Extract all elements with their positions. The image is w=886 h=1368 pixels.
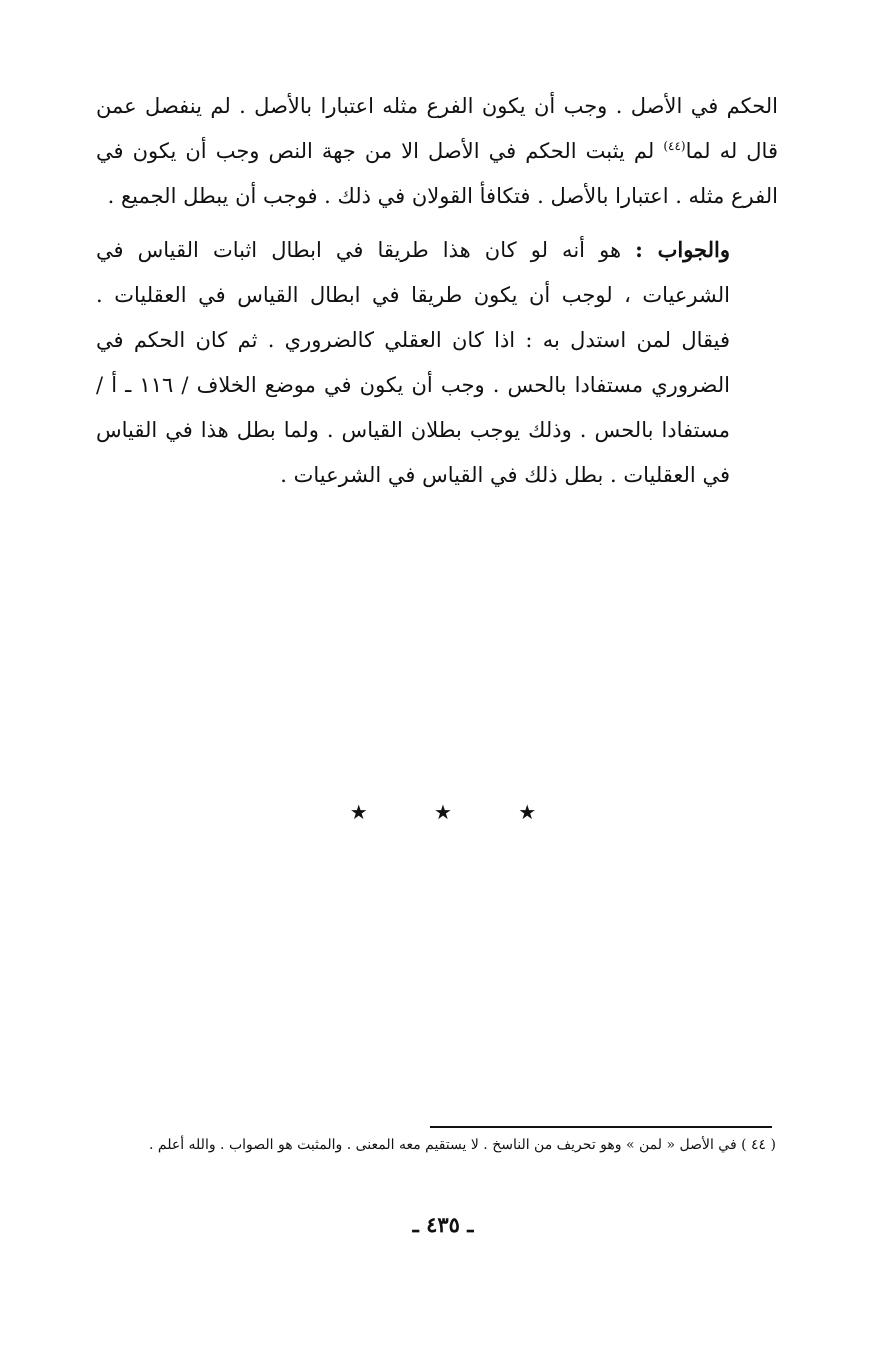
footnote-text: ( ٤٤ ) في الأصل « لمن » وهو تحريف من الناسخ . لا يستقيم معه المعنى . والمثبت هو الصواب . والله أعلم .	[149, 1137, 776, 1153]
footnote-rule	[430, 1126, 772, 1128]
paragraph-1	[96, 84, 778, 219]
paragraph-2-text: هو أنه لو كان هذا طريقا في ابطال اثبات القياس في الشرعيات ، لوجب أن يكون طريقا في ابطال القياس في العقليات . فيقال لمن استدل به : اذا كان العقلي كالضروري . ثم كان الحكم في الضروري مستفادا بالحس . وجب أن يكون في موضع الخلاف / ١١٦ ـ أ / مستفادا بالحس . وذلك يوجب بطلان القياس . ولما بطل هذا في القياس في العقليات . بطل ذلك في القياس في الشرعيات .	[96, 238, 731, 487]
main-text-block	[96, 84, 778, 498]
page-number: ـ ٤٣٥ ـ	[412, 1212, 474, 1237]
answer-label: والجواب :	[635, 237, 730, 262]
paragraph-2	[96, 227, 778, 498]
paragraph-1-text: الحكم في الأصل . وجب أن يكون الفرع مثله اعتبارا بالأصل . لم ينفصل عمن قال له لما	[96, 94, 778, 163]
paragraph-1-continuation: لم يثبت الحكم في الأصل الا من جهة النص وجب أن يكون في الفرع مثله . اعتبارا بالأصل . فتكافأ القولان في ذلك . فوجب أن يبطل الجميع .	[96, 139, 778, 208]
section-separator-stars: ★ ★ ★	[349, 800, 567, 824]
footnote	[86, 1130, 776, 1160]
footnote-reference: (٤٤)	[663, 139, 686, 153]
